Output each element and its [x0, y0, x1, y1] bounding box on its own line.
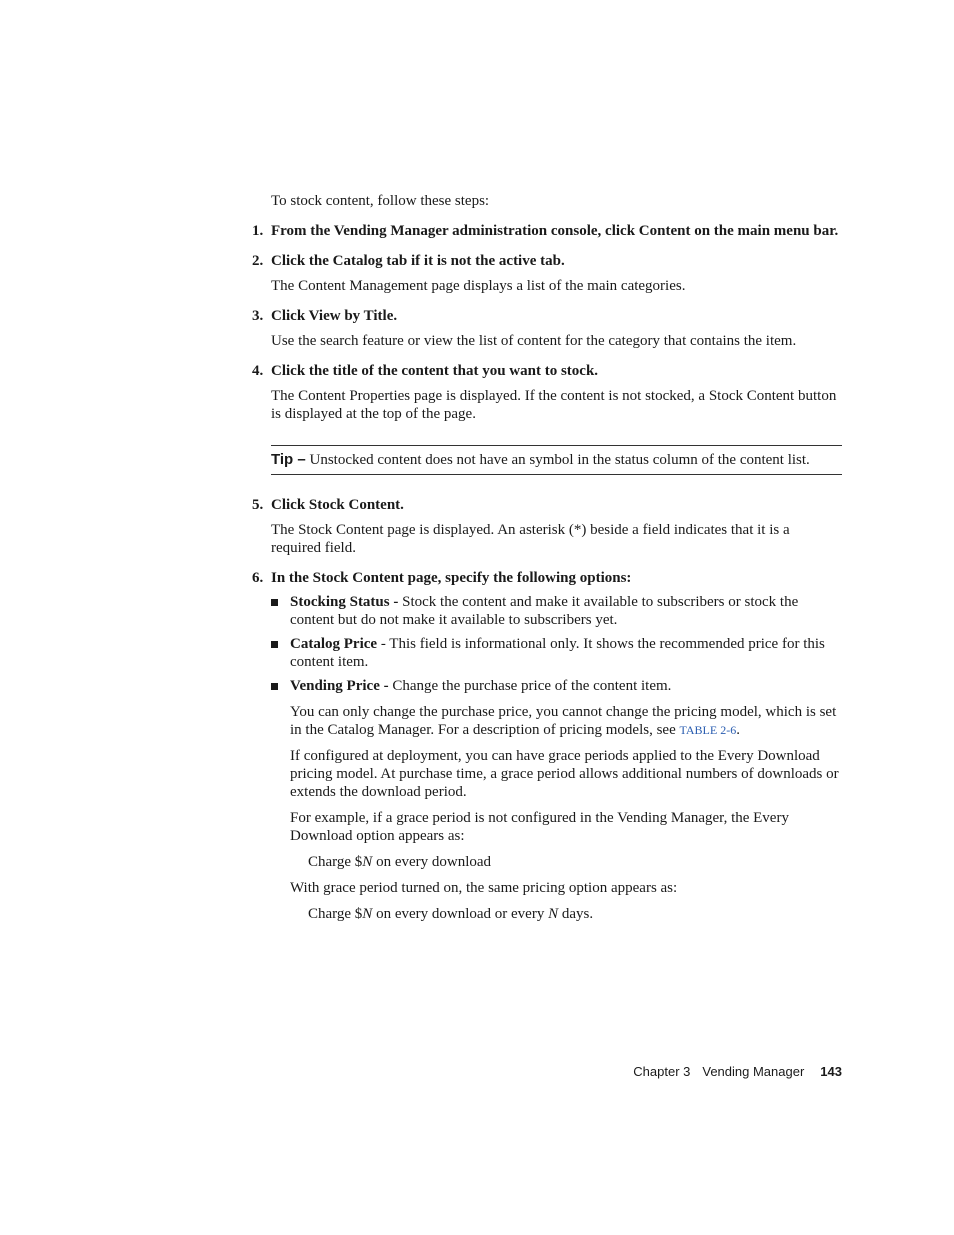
page-number: 143 — [820, 1064, 842, 1079]
bullet-icon — [271, 599, 278, 606]
step-1 — [252, 222, 842, 240]
vending-note-4: With grace period turned on, the same pricing option appears as: — [290, 880, 678, 896]
step-2 — [252, 252, 842, 295]
option-text: Change the purchase price of the content item. — [392, 678, 672, 694]
step-number: 6. — [252, 570, 264, 586]
intro-text: To stock content, follow these steps: — [271, 193, 490, 209]
table-reference-link[interactable]: TABLE 2-6 — [679, 723, 737, 737]
step-title: Click the title of the content that you want to stock. — [271, 363, 599, 379]
tip-box — [271, 445, 842, 475]
step-title: Click View by Title. — [271, 308, 398, 324]
example-2: Charge $N on every download or every N days. — [308, 906, 594, 922]
step-title: Click Stock Content. — [271, 497, 404, 513]
option-term: Catalog Price — [290, 636, 378, 652]
option-term: Vending Price - — [290, 678, 389, 694]
step-title: In the Stock Content page, specify the following options: — [271, 570, 632, 586]
vending-note-1: You can only change the purchase price, you cannot change the pricing model, which is set in the Catalog Manager. For a description of pricing models, see TABLE 2-6. — [290, 704, 837, 738]
options-list — [271, 593, 842, 695]
bullet-icon — [271, 641, 278, 648]
footer-title: Vending Manager — [702, 1064, 805, 1079]
note-text: You can only change the purchase price, you cannot change the pricing model, which is set in the Catalog Manager. For a description of pricing models, see — [290, 704, 837, 738]
vending-note-3: For example, if a grace period is not configured in the Vending Manager, the Every Download option appears as: — [290, 810, 789, 844]
list-item — [290, 593, 842, 629]
step-number: 4. — [252, 363, 264, 379]
footer-chapter: Chapter 3 — [633, 1064, 691, 1079]
example-1: Charge $N on every download — [308, 854, 492, 870]
step-number: 1. — [252, 223, 264, 239]
step-title: From the Vending Manager administration console, click Content on the main menu bar. — [271, 223, 839, 239]
tip-label: Tip – — [271, 451, 306, 468]
step-6 — [252, 569, 842, 587]
option-text: Stock the content and make it available to subscribers or stock the content but do not make it available to subscribers yet. — [290, 594, 799, 628]
list-item — [290, 677, 842, 695]
list-item — [290, 635, 842, 671]
step-number: 2. — [252, 253, 264, 269]
step-title: Click the Catalog tab if it is not the active tab. — [271, 253, 565, 269]
step-4 — [252, 362, 842, 423]
option-term: Stocking Status - — [290, 594, 399, 610]
document-body — [252, 192, 842, 923]
page-footer — [633, 1063, 842, 1081]
bullet-icon — [271, 683, 278, 690]
tip-text: Unstocked content does not have an symbol in the status column of the content list. — [309, 452, 810, 468]
step-description: The Content Management page displays a list of the main categories. — [271, 278, 686, 294]
step-3 — [252, 307, 842, 350]
option-text: - This field is informational only. It shows the recommended price for this content item. — [290, 636, 825, 670]
vending-note-2: If configured at deployment, you can have grace periods applied to the Every Download pricing model. At purchase time, a grace period allows additional numbers of downloads or extends the download period. — [290, 748, 839, 800]
step-number: 3. — [252, 308, 264, 324]
step-description: The Content Properties page is displayed. If the content is not stocked, a Stock Content button is displayed at the top of the page. — [271, 388, 837, 422]
step-number: 5. — [252, 497, 264, 513]
step-5 — [252, 496, 842, 557]
step-description: Use the search feature or view the list of content for the category that contains the item. — [271, 333, 797, 349]
step-description: The Stock Content page is displayed. An asterisk (*) beside a field indicates that it is a required field. — [271, 522, 790, 556]
